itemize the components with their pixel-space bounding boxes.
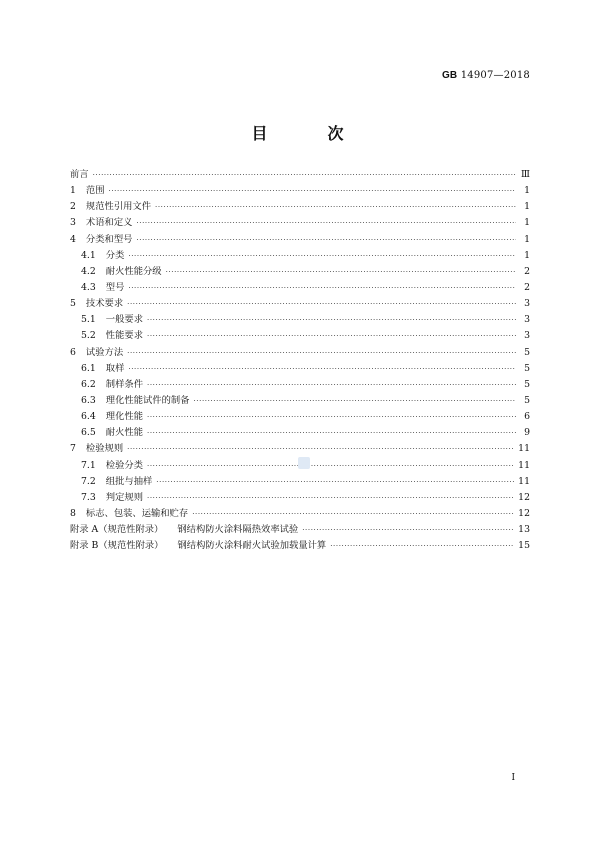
dot-leader xyxy=(193,393,516,409)
toc-entry-label: 钢结构防火涂料耐火试验加载量计算 xyxy=(177,540,327,552)
standard-prefix: GB xyxy=(441,70,458,81)
toc-entry-number: 6.1 xyxy=(81,362,96,374)
toc-entry[interactable] xyxy=(70,328,530,344)
dot-leader xyxy=(128,361,516,377)
toc-entry-page: 11 xyxy=(518,443,530,455)
toc-entry-page: 3 xyxy=(524,314,530,326)
dot-leader xyxy=(127,441,514,457)
toc-entry-number: 3 xyxy=(70,217,76,229)
dot-leader xyxy=(192,506,514,522)
toc-entry-page: 15 xyxy=(518,540,530,552)
dot-leader xyxy=(147,409,516,425)
toc-entry-page: 1 xyxy=(524,249,530,261)
dot-leader xyxy=(302,522,514,538)
toc-entry[interactable] xyxy=(70,506,530,522)
toc-entry-label: 耐火性能 xyxy=(105,427,143,439)
toc-entry-number: 7.1 xyxy=(81,459,96,471)
toc-entry-number: 4 xyxy=(70,233,76,245)
dot-leader xyxy=(147,377,516,393)
toc-entry-page: 6 xyxy=(524,411,530,423)
toc-entry[interactable] xyxy=(70,425,530,441)
dot-leader xyxy=(136,215,516,231)
toc-entry-label: 术语和定义 xyxy=(85,217,133,229)
toc-entry-number: 附录 B（规范性附录） xyxy=(70,540,164,552)
toc-entry-page: 3 xyxy=(524,330,530,342)
dot-leader xyxy=(127,345,516,361)
dot-leader xyxy=(147,490,514,506)
toc-entry[interactable] xyxy=(70,377,530,393)
toc-entry-number: 7.2 xyxy=(81,475,96,487)
toc-entry-page: 9 xyxy=(524,427,530,439)
toc-entry-label: 规范性引用文件 xyxy=(85,201,152,213)
toc-entry-page: 12 xyxy=(518,491,530,503)
dot-leader xyxy=(109,183,516,199)
toc-entry[interactable] xyxy=(70,199,530,215)
toc-entry-label: 制样条件 xyxy=(105,378,143,390)
toc-entry-label: 前言 xyxy=(70,169,89,180)
table-of-contents xyxy=(70,167,530,554)
standard-code xyxy=(442,70,530,81)
toc-entry-number: 6 xyxy=(70,346,76,358)
toc-entry[interactable] xyxy=(70,280,530,296)
toc-entry-page: 1 xyxy=(524,185,530,197)
dot-leader xyxy=(128,248,516,264)
toc-entry-label: 耐火性能分级 xyxy=(105,265,162,277)
toc-entry-number: 5.1 xyxy=(81,314,96,326)
toc-entry-number: 6.3 xyxy=(81,394,96,406)
toc-entry-label: 技术要求 xyxy=(85,298,124,310)
toc-entry-label: 理化性能试件的制备 xyxy=(105,394,190,406)
toc-entry[interactable] xyxy=(70,490,530,506)
toc-entry-page: 2 xyxy=(524,281,530,293)
toc-entry[interactable] xyxy=(70,538,530,554)
toc-entry-page: 13 xyxy=(518,524,530,536)
toc-entry-number: 5.2 xyxy=(81,330,96,342)
toc-entry-number: 5 xyxy=(70,298,76,310)
toc-entry-number: 附录 A（规范性附录） xyxy=(70,524,164,536)
toc-entry-number: 7 xyxy=(70,443,76,455)
toc-entry-label: 一般要求 xyxy=(105,314,143,326)
dot-leader xyxy=(136,232,516,248)
toc-entry[interactable] xyxy=(70,345,530,361)
toc-entry-label: 范围 xyxy=(85,185,105,197)
toc-entry-number: 7.3 xyxy=(81,491,96,503)
toc-entry-number: 6.4 xyxy=(81,411,96,423)
dot-leader xyxy=(93,167,516,183)
dot-leader xyxy=(147,312,516,328)
toc-entry-number: 4.2 xyxy=(81,265,96,277)
toc-entry-page: 5 xyxy=(524,346,530,358)
toc-entry-page: 5 xyxy=(524,362,530,374)
toc-entry-page: 5 xyxy=(524,394,530,406)
toc-entry[interactable] xyxy=(70,393,530,409)
toc-entry[interactable] xyxy=(70,215,530,231)
toc-entry[interactable] xyxy=(70,312,530,328)
toc-entry-label: 钢结构防火涂料隔热效率试验 xyxy=(177,524,299,536)
toc-entry-label: 分类和型号 xyxy=(85,233,133,245)
toc-entry-number: 4.1 xyxy=(81,249,96,261)
toc-entry-number: 8 xyxy=(70,507,76,519)
toc-entry-label: 型号 xyxy=(105,281,125,293)
dot-leader xyxy=(330,538,514,554)
watermark-mark xyxy=(298,457,310,469)
toc-entry-label: 标志、包装、运输和贮存 xyxy=(85,507,189,519)
toc-entry[interactable] xyxy=(70,264,530,280)
dot-leader xyxy=(155,199,516,215)
dot-leader xyxy=(147,328,516,344)
toc-entry-page: 12 xyxy=(518,507,530,519)
toc-entry-label: 判定规则 xyxy=(105,491,143,503)
toc-entry[interactable] xyxy=(70,522,530,538)
dot-leader xyxy=(147,425,516,441)
dot-leader xyxy=(156,474,514,490)
toc-entry-label: 分类 xyxy=(105,249,125,261)
toc-entry-page: 3 xyxy=(524,298,530,310)
dot-leader xyxy=(166,264,516,280)
toc-entry-page: 1 xyxy=(524,233,530,245)
dot-leader xyxy=(127,296,516,312)
toc-entry[interactable] xyxy=(70,167,530,183)
toc-entry-label: 试验方法 xyxy=(85,346,124,358)
toc-entry-number: 1 xyxy=(70,185,76,197)
toc-entry[interactable] xyxy=(70,361,530,377)
toc-entry-label: 组批与抽样 xyxy=(105,475,153,487)
toc-entry-page: 2 xyxy=(524,265,530,277)
toc-entry-number: 2 xyxy=(70,201,76,213)
toc-entry[interactable] xyxy=(70,296,530,312)
page-number: I xyxy=(511,773,515,783)
toc-entry-page: 1 xyxy=(524,217,530,229)
dot-leader xyxy=(128,280,516,296)
toc-entry[interactable] xyxy=(70,441,530,457)
toc-entry-label: 性能要求 xyxy=(105,330,143,342)
toc-entry-page: 5 xyxy=(524,378,530,390)
toc-entry-page: 11 xyxy=(518,475,530,487)
toc-entry-number: 6.2 xyxy=(81,378,96,390)
toc-entry-number: 4.3 xyxy=(81,281,96,293)
toc-entry-label: 理化性能 xyxy=(105,411,143,423)
toc-entry-label: 检验规则 xyxy=(85,443,124,455)
toc-entry[interactable] xyxy=(70,409,530,425)
dot-leader xyxy=(147,458,514,474)
toc-entry[interactable] xyxy=(70,248,530,264)
toc-entry[interactable] xyxy=(70,474,530,490)
toc-entry-label: 检验分类 xyxy=(105,459,143,471)
standard-number: 14907—2018 xyxy=(460,70,530,81)
toc-entry-page: 1 xyxy=(524,201,530,213)
toc-entry-page: 11 xyxy=(518,459,530,471)
toc-entry-label: 取样 xyxy=(105,362,125,374)
toc-entry-number: 6.5 xyxy=(81,427,96,439)
toc-entry-page: Ⅲ xyxy=(521,169,530,180)
page-title: 目 次 xyxy=(251,124,366,143)
toc-entry[interactable] xyxy=(70,183,530,199)
toc-entry[interactable] xyxy=(70,232,530,248)
